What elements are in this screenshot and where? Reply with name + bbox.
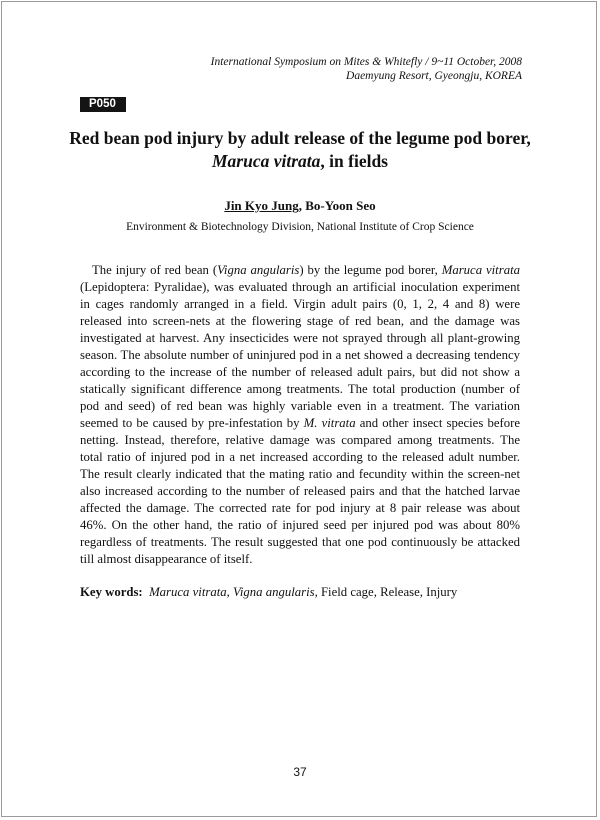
keywords-rest: , Field cage, Release, Injury [314, 585, 458, 599]
poster-id-badge: P050 [80, 97, 126, 112]
abstract-text-1: The injury of red bean ( [92, 263, 218, 277]
affiliation: Environment & Biotechnology Division, National Institute of Crop Science [126, 221, 474, 233]
conference-header [211, 55, 522, 83]
abstract-text-3: (Lepidoptera: Pyralidae), was evaluated through an artificial inoculation experiment in cages randomly arranged in a field. Virgin adult pairs (0, 1, 2, 4 and 8) were released into screen-nets at the flowering stage of red bean, and the damage was investigated at harvest. Any insecticides were not sprayed through all plant-growing season. The absolute number of uninjured pod in a net showed a decreasing tendency according to the increase of the number of released adult pairs, but did not show a statically significant difference among treatments. The total production (number of pod and seed) of red bean was highly variable even in a treatment. The variation seemed to be caused by pre-infestation by [80, 280, 520, 430]
header-line-1: International Symposium on Mites & Whitefly / 9~11 October, 2008 [210, 56, 522, 68]
keyword-vigna: Vigna angularis [233, 585, 315, 599]
header-line-2: Daemyung Resort, Gyeongju, KOREA [346, 70, 522, 82]
paper-title [60, 127, 540, 173]
abstract-species-maruca: Maruca vitrata [441, 263, 520, 277]
abstract-text-4: and other insect species before netting. Instead, therefore, relative damage was compared among treatments. The total ratio of injured pod in a net increased according to the released adult number. The result clearly indicated that the mating ratio and fecundity within the screen-net also increased according to the number of released pairs and that the hatched larvae affected the damage. The corrected rate for pod injury at 8 pair release was about 46%. On the other hand, the ratio of injured seed per injured pod was about 80% regardless of treatments. The result suggested that one pod continuously be attacked till almost disappearance of itself. [80, 416, 521, 566]
abstract-species-m-vitrata: M. vitrata [303, 416, 356, 430]
author-list [60, 198, 540, 214]
title-line-1: Red bean pod injury by adult release of the legume pod borer, [69, 128, 531, 148]
abstract-text-2: ) by the legume pod borer, [299, 263, 442, 277]
title-line-2-rest: , in fields [320, 151, 388, 171]
keyword-separator: , [226, 585, 233, 599]
title-line-2 [60, 150, 540, 173]
abstract-species-vigna: Vigna angularis [217, 263, 300, 277]
abstract-body [80, 262, 520, 568]
page-number: 37 [293, 765, 307, 779]
title-species-name: Maruca vitrata [211, 151, 321, 171]
keywords-label: Key words: [80, 585, 143, 599]
author-presenting: Jin Kyo Jung [224, 198, 299, 213]
keyword-maruca: Maruca vitrata [149, 585, 227, 599]
author-coauthor: Bo-Yoon Seo [305, 198, 376, 213]
keywords [80, 584, 520, 601]
author-separator: , [298, 198, 306, 213]
